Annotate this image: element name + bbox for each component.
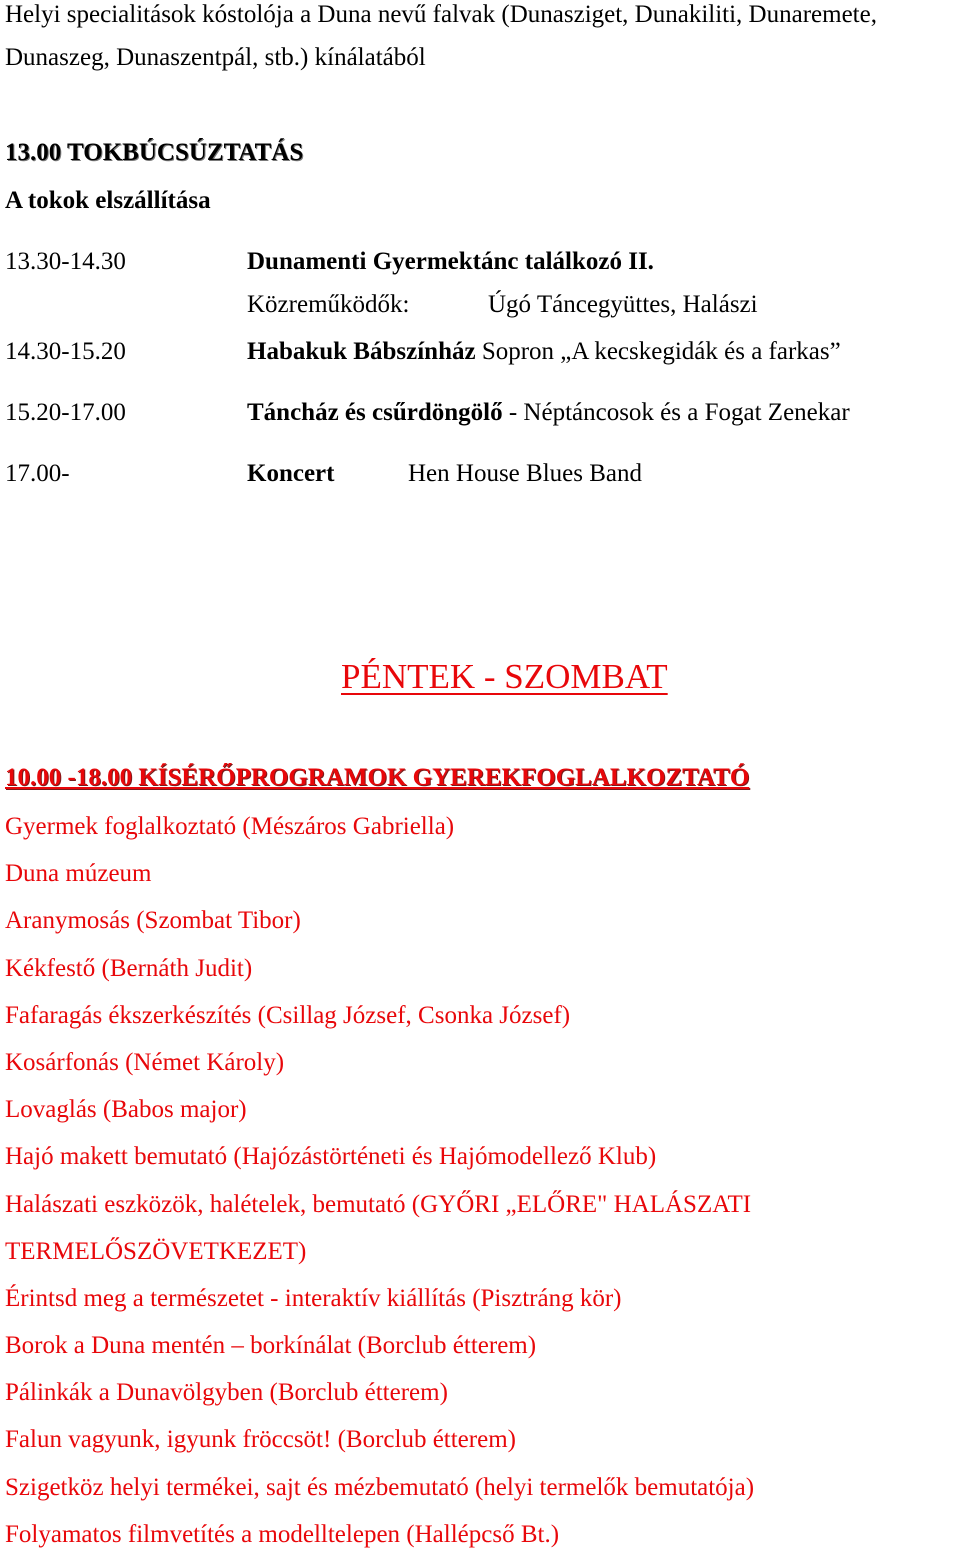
schedule-detail: Hen House Blues Band [408, 460, 642, 487]
list-item: Fafaragás ékszerkészítés (Csillag József, Csonka József) [5, 1001, 571, 1029]
intro-line-2: Dunaszeg, Dunaszentpál, stb.) kínálatából [5, 44, 426, 71]
list-item: Duna múzeum [5, 860, 152, 888]
day-heading: PÉNTEK - SZOMBAT [341, 657, 668, 696]
intro-line-1: Helyi specialitások kóstolója a Duna nevű falvak (Dunasziget, Dunakiliti, Dunaremete, [5, 1, 877, 28]
list-item: Halászati eszközök, halételek, bemutató (GYŐRI „ELŐRE" HALÁSZATI [5, 1190, 752, 1218]
schedule-title: Habakuk Bábszínház [247, 338, 476, 365]
list-item: Hajó makett bemutató (Hajózástörténeti és Hajómodellező Klub) [5, 1143, 657, 1171]
list-item: TERMELŐSZÖVETKEZET) [5, 1237, 307, 1265]
tokbucsu-heading: 13.00 TOKBÚCSÚZTATÁS [5, 139, 304, 166]
list-item: Borok a Duna mentén – borkínálat (Borclub étterem) [5, 1332, 537, 1360]
contributors-value: Úgó Táncegyüttes, Halászi [488, 291, 758, 318]
schedule-title: Dunamenti Gyermektánc találkozó II. [247, 248, 654, 275]
list-item: Kosárfonás (Német Károly) [5, 1048, 285, 1076]
list-item: Falun vagyunk, igyunk fröccsöt! (Borclub étterem) [5, 1426, 516, 1454]
schedule-time: 15.20-17.00 [5, 399, 126, 426]
schedule-detail: - Néptáncosok és a Fogat Zenekar [502, 399, 850, 426]
tokbucsu-subline: A tokok elszállítása [5, 187, 211, 214]
list-item: Folyamatos filmvetítés a modelltelepen (Hallépcső Bt.) [5, 1520, 560, 1548]
schedule-title: Táncház és csűrdöngölő [247, 399, 503, 426]
schedule-title: Koncert [247, 460, 335, 487]
list-item: Lovaglás (Babos major) [5, 1096, 247, 1124]
list-item: Érintsd meg a természetet - interaktív kiállítás (Pisztráng kör) [5, 1284, 622, 1312]
list-item: Aranymosás (Szombat Tibor) [5, 907, 301, 935]
programs-heading: 10.00 -18.00 KÍSÉRŐPROGRAMOK GYEREKFOGLALKOZTATÓ [5, 764, 750, 791]
schedule-time: 17.00- [5, 460, 70, 487]
list-item: Pálinkák a Dunavölgyben (Borclub étterem) [5, 1379, 448, 1407]
schedule-time: 14.30-15.20 [5, 338, 126, 365]
list-item: Gyermek foglalkoztató (Mészáros Gabriella) [5, 813, 455, 840]
schedule-detail: Sopron „A kecskegidák és a farkas” [475, 338, 841, 365]
schedule-time: 13.30-14.30 [5, 248, 126, 275]
list-item: Szigetköz helyi termékei, sajt és mézbemutató (helyi termelők bemutatója) [5, 1473, 755, 1501]
contributors-label: Közreműködők: [247, 291, 410, 318]
programs-list [5, 810, 754, 1565]
list-item: Kékfestő (Bernáth Judit) [5, 954, 253, 982]
